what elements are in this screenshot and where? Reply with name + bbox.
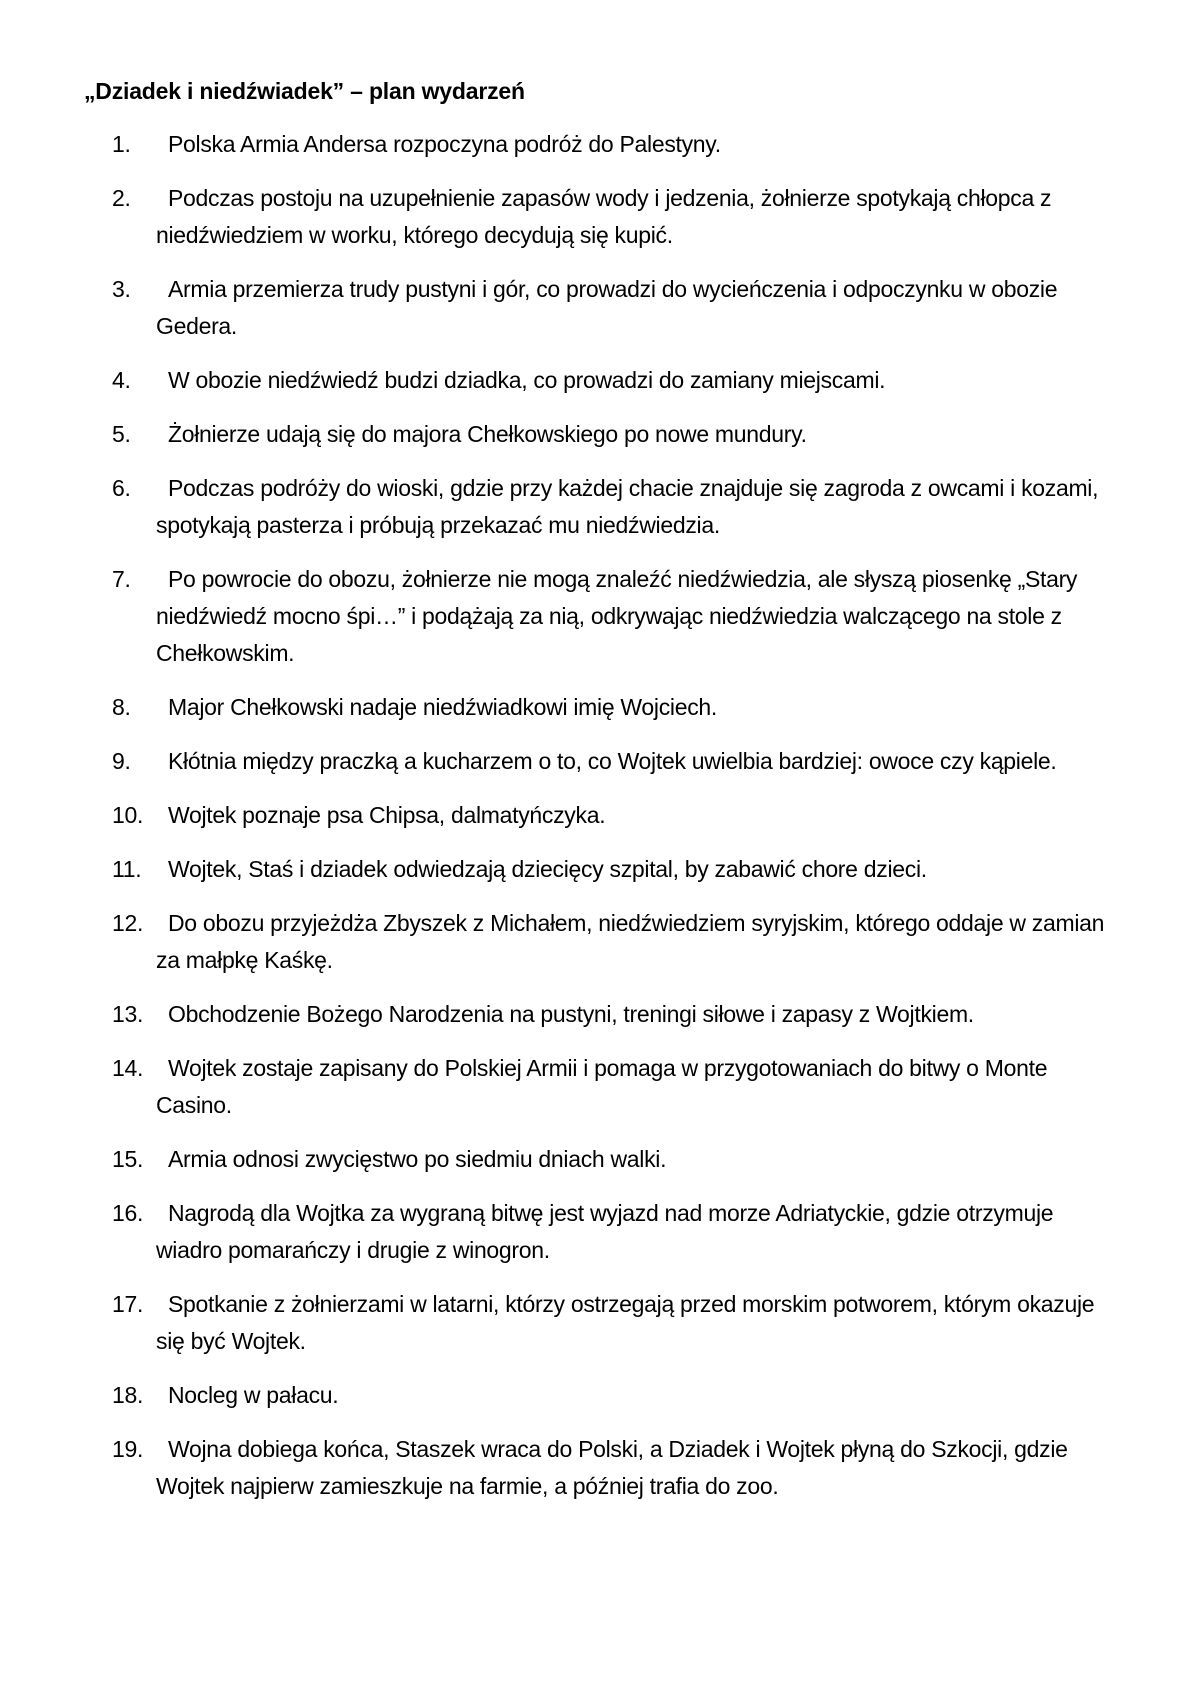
item-number: 5.	[112, 421, 131, 447]
list-item	[84, 797, 1110, 834]
item-text: Żołnierze udają się do majora Chełkowskiego po nowe mundury.	[168, 421, 807, 447]
events-list	[84, 126, 1110, 1505]
item-text: Armia przemierza trudy pustyni i gór, co prowadzi do wycieńczenia i odpoczynku w obozie Gedera.	[156, 276, 1058, 339]
item-number: 14.	[112, 1055, 144, 1081]
list-item	[84, 743, 1110, 780]
list-item	[84, 470, 1110, 544]
item-number: 16.	[112, 1200, 144, 1226]
item-text: Wojtek poznaje psa Chipsa, dalmatyńczyka.	[168, 802, 606, 828]
list-item	[84, 1377, 1110, 1414]
item-text: Podczas postoju na uzupełnienie zapasów wody i jedzenia, żołnierze spotykają chłopca z niedźwiedziem w worku, którego decydują się kupić.	[156, 185, 1052, 248]
item-text: Spotkanie z żołnierzami w latarni, którzy ostrzegają przed morskim potworem, którym okazuje się być Wojtek.	[156, 1291, 1095, 1354]
list-item	[84, 1286, 1110, 1360]
list-item	[84, 416, 1110, 453]
list-item	[84, 1195, 1110, 1269]
item-text: W obozie niedźwiedź budzi dziadka, co prowadzi do zamiany miejscami.	[168, 367, 886, 393]
list-item	[84, 126, 1110, 163]
list-item	[84, 1431, 1110, 1505]
item-number: 3.	[112, 276, 131, 302]
item-number: 2.	[112, 185, 131, 211]
list-item	[84, 1141, 1110, 1178]
list-item	[84, 271, 1110, 345]
item-number: 15.	[112, 1146, 144, 1172]
item-number: 8.	[112, 694, 131, 720]
item-number: 13.	[112, 1001, 144, 1027]
item-text: Wojna dobiega końca, Staszek wraca do Polski, a Dziadek i Wojtek płyną do Szkocji, gdzie Wojtek najpierw zamieszkuje na farmie, a później trafia do zoo.	[156, 1436, 1068, 1499]
list-item	[84, 362, 1110, 399]
item-text: Po powrocie do obozu, żołnierze nie mogą znaleźć niedźwiedzia, ale słyszą piosenkę „Stary niedźwiedź mocno śpi…” i podążają za nią, odkrywając niedźwiedzia walczącego na stole z Chełkowskim.	[156, 566, 1078, 666]
item-number: 6.	[112, 475, 131, 501]
list-item	[84, 689, 1110, 726]
item-text: Polska Armia Andersa rozpoczyna podróż do Palestyny.	[168, 131, 721, 157]
list-item	[84, 851, 1110, 888]
item-text: Wojtek zostaje zapisany do Polskiej Armii i pomaga w przygotowaniach do bitwy o Monte Casino.	[156, 1055, 1048, 1118]
item-text: Armia odnosi zwycięstwo po siedmiu dniach walki.	[168, 1146, 667, 1172]
item-number: 4.	[112, 367, 131, 393]
item-number: 1.	[112, 131, 131, 157]
list-item	[84, 561, 1110, 672]
list-item	[84, 1050, 1110, 1124]
item-text: Obchodzenie Bożego Narodzenia na pustyni, treningi siłowe i zapasy z Wojtkiem.	[168, 1001, 974, 1027]
item-number: 9.	[112, 748, 131, 774]
item-text: Nagrodą dla Wojtka za wygraną bitwę jest wyjazd nad morze Adriatyckie, gdzie otrzymuje wiadro pomarańczy i drugie z winogron.	[156, 1200, 1054, 1263]
list-item	[84, 180, 1110, 254]
list-item	[84, 996, 1110, 1033]
item-text: Kłótnia między praczką a kucharzem o to, co Wojtek uwielbia bardziej: owoce czy kąpiele.	[168, 748, 1057, 774]
item-text: Wojtek, Staś i dziadek odwiedzają dziecięcy szpital, by zabawić chore dzieci.	[168, 856, 927, 882]
item-number: 17.	[112, 1291, 144, 1317]
item-text: Major Chełkowski nadaje niedźwiadkowi imię Wojciech.	[168, 694, 717, 720]
item-text: Nocleg w pałacu.	[168, 1382, 339, 1408]
item-text: Do obozu przyjeżdża Zbyszek z Michałem, niedźwiedziem syryjskim, którego oddaje w zamian za małpkę Kaśkę.	[156, 910, 1105, 973]
item-number: 7.	[112, 566, 131, 592]
item-number: 11.	[112, 856, 142, 882]
document-title: „Dziadek i niedźwiadek” – plan wydarzeń	[84, 78, 525, 104]
item-number: 19.	[112, 1436, 144, 1462]
item-number: 12.	[112, 910, 144, 936]
item-text: Podczas podróży do wioski, gdzie przy każdej chacie znajduje się zagroda z owcami i kozami, spotykają pasterza i próbują przekazać mu niedźwiedzia.	[156, 475, 1099, 538]
item-number: 18.	[112, 1382, 144, 1408]
item-number: 10.	[112, 802, 144, 828]
list-item	[84, 905, 1110, 979]
